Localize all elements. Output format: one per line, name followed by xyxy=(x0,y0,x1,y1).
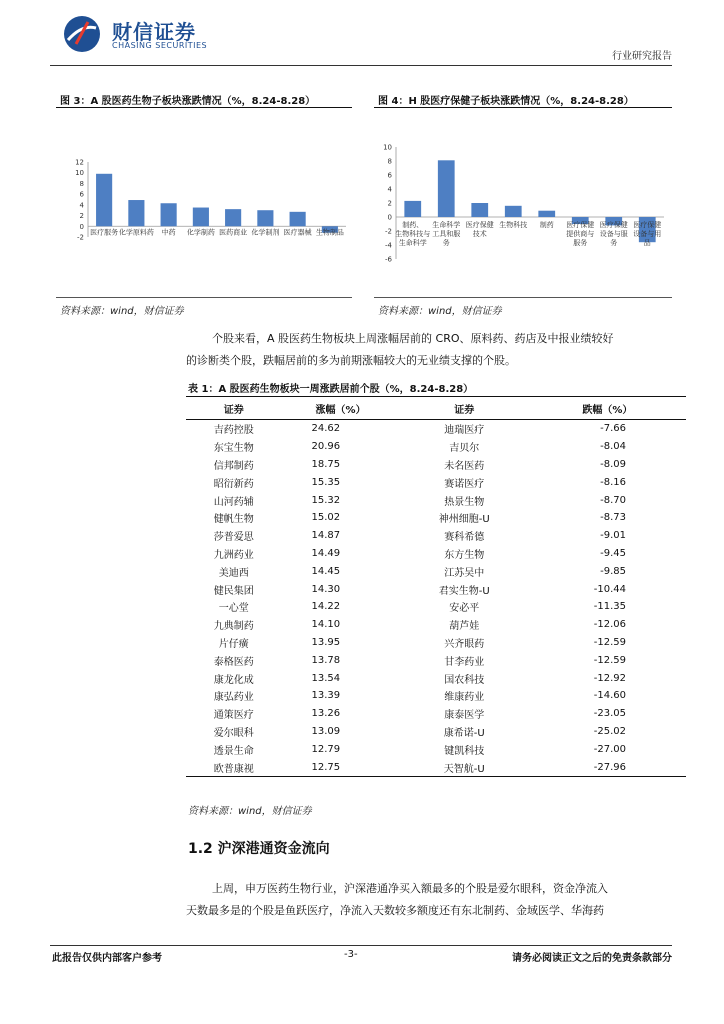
stock-gainer-name: 山河药辅 xyxy=(213,496,254,508)
y-tick-label: 6 xyxy=(387,171,392,180)
stock-loser-name: 江苏吴中 xyxy=(444,567,485,579)
figure3-bottom-rule xyxy=(56,297,352,298)
loss-pct: -9.45 xyxy=(600,547,626,559)
y-tick-label: 2 xyxy=(79,212,84,221)
bar xyxy=(538,211,555,217)
table-row xyxy=(186,509,686,527)
x-category-label: 生命科学工具和服务 xyxy=(432,221,461,247)
x-category-label: 医疗保健设备与服务 xyxy=(599,221,628,247)
stock-gainer-name: 一心堂 xyxy=(218,603,249,615)
x-category-label: 制药 xyxy=(539,221,554,229)
x-category-label: 生物科技 xyxy=(499,221,528,229)
gain-pct: 15.35 xyxy=(311,476,341,488)
table1-title: 表 1：A 股医药生物板块一周涨跌居前个股（%，8.24-8.28） xyxy=(188,384,474,395)
stock-loser-name: 热景生物 xyxy=(444,496,485,508)
x-category-label: 医疗保健提供商与服务 xyxy=(566,221,595,247)
table-row xyxy=(186,491,686,509)
stock-gainer-name: 泰格医药 xyxy=(213,656,254,668)
loss-pct: -12.06 xyxy=(593,619,626,631)
table-row xyxy=(186,651,686,669)
stock-loser-name: 兴齐眼药 xyxy=(444,638,485,650)
bar xyxy=(257,210,273,226)
col-header-stock-losers: 证券 xyxy=(400,397,529,420)
loss-pct: -14.60 xyxy=(593,690,626,702)
stock-loser-name: 赛诺医疗 xyxy=(444,478,485,490)
col-header-loss-pct: 跌幅（%） xyxy=(529,397,686,420)
loss-pct: -25.02 xyxy=(593,725,626,737)
stock-gainer-name: 美迪西 xyxy=(218,567,249,579)
stock-loser-name: 君实生物-U xyxy=(438,585,490,597)
gain-pct: 13.54 xyxy=(311,672,341,684)
figure4-title-rule xyxy=(374,107,672,108)
table-row xyxy=(186,740,686,758)
gain-pct: 15.02 xyxy=(311,512,341,524)
brand-name-en: CHASING SECURITIES xyxy=(112,41,208,50)
gain-pct: 14.22 xyxy=(311,601,341,613)
y-tick-label: 10 xyxy=(75,169,84,178)
stock-gainer-name: 吉药控股 xyxy=(213,425,254,437)
stock-loser-name: 维康药业 xyxy=(444,692,485,704)
stock-gainer-name: 信邦制药 xyxy=(213,460,254,472)
stock-loser-name: 国农科技 xyxy=(444,674,485,686)
table-row xyxy=(186,527,686,545)
bar xyxy=(225,209,241,226)
table-header-row xyxy=(186,397,686,420)
x-category-label: 医疗保健设备与用品 xyxy=(633,221,662,247)
loss-pct: -11.35 xyxy=(593,601,626,613)
gain-pct: 14.30 xyxy=(311,583,341,595)
stock-gainer-name: 片仔癀 xyxy=(218,638,249,650)
stock-gainer-name: 健民集团 xyxy=(213,585,254,597)
stock-movers-table xyxy=(186,396,686,777)
gain-pct: 20.96 xyxy=(311,441,341,453)
y-tick-label: -2 xyxy=(77,233,84,242)
loss-pct: -8.73 xyxy=(600,512,626,524)
bar xyxy=(193,208,209,227)
figure3-bar-chart xyxy=(56,150,356,250)
stock-loser-name: 吉贝尔 xyxy=(449,443,480,455)
paragraph1-line1: 个股来看，A 股医药生物板块上周涨幅居前的 CRO、原料药、药店及中报业绩较好 xyxy=(212,332,614,345)
x-category-label: 医疗保健技术 xyxy=(465,221,494,238)
y-tick-label: 2 xyxy=(387,199,392,208)
bar xyxy=(128,200,144,226)
stock-gainer-name: 昭衍新药 xyxy=(213,478,254,490)
y-tick-label: -6 xyxy=(385,255,392,264)
gain-pct: 18.75 xyxy=(311,458,341,470)
table-row xyxy=(186,723,686,741)
stock-loser-name: 康希诺-U xyxy=(443,727,485,739)
footer-divider xyxy=(50,945,672,946)
stock-loser-name: 迪瑞医疗 xyxy=(444,425,485,437)
stock-loser-name: 甘李药业 xyxy=(444,656,485,668)
table-row xyxy=(186,580,686,598)
gain-pct: 12.79 xyxy=(311,743,341,755)
header-divider xyxy=(50,65,672,66)
stock-gainer-name: 透景生命 xyxy=(213,745,254,757)
figure4-bottom-rule xyxy=(374,297,672,298)
gain-pct: 15.32 xyxy=(311,494,341,506)
table-row xyxy=(186,545,686,563)
loss-pct: -9.85 xyxy=(600,565,626,577)
y-tick-label: 0 xyxy=(387,213,392,222)
stock-loser-name: 东方生物 xyxy=(444,549,485,561)
x-category-label: 医药商业 xyxy=(219,228,248,237)
gain-pct: 13.39 xyxy=(311,690,341,702)
gain-pct: 13.78 xyxy=(311,654,341,666)
y-tick-label: 8 xyxy=(387,157,392,166)
gain-pct: 14.49 xyxy=(311,547,341,559)
stock-gainer-name: 欧普康视 xyxy=(186,758,281,776)
section-title: 1.2 沪深港通资金流向 xyxy=(188,841,330,857)
table-row xyxy=(186,616,686,634)
loss-pct: -12.59 xyxy=(593,636,626,648)
gain-pct: 14.87 xyxy=(311,530,341,542)
table-row xyxy=(186,562,686,580)
table-row xyxy=(186,758,686,776)
loss-pct: -8.70 xyxy=(600,494,626,506)
bar xyxy=(505,206,522,217)
table-row xyxy=(186,456,686,474)
stock-gainer-name: 东宝生物 xyxy=(213,443,254,455)
figure3-title: 图 3：A 股医药生物子板块涨跌情况（%，8.24-8.28） xyxy=(60,96,316,107)
loss-pct: -9.01 xyxy=(600,530,626,542)
gain-pct: 14.10 xyxy=(311,619,341,631)
x-category-label: 化学原料药 xyxy=(118,228,154,237)
col-header-gain-pct: 涨幅（%） xyxy=(281,397,399,420)
stock-loser-name: 未名医药 xyxy=(444,460,485,472)
company-logo-icon xyxy=(62,14,102,54)
stock-loser-name: 安必平 xyxy=(449,603,480,615)
stock-loser-name: 赛科希德 xyxy=(444,532,485,544)
stock-loser-name: 葫芦娃 xyxy=(449,621,480,633)
x-category-label: 化学制药 xyxy=(186,228,215,237)
y-tick-label: 4 xyxy=(79,201,84,210)
footer-disclaimer-left: 此报告仅供内部客户参考 xyxy=(52,953,162,964)
table-row xyxy=(186,598,686,616)
stock-loser-name: 康泰医学 xyxy=(444,710,485,722)
y-tick-label: -2 xyxy=(385,227,392,236)
x-category-label: 中药 xyxy=(161,228,176,237)
y-tick-label: 4 xyxy=(387,185,392,194)
y-tick-label: 0 xyxy=(79,222,84,231)
paragraph2-line2: 天数最多是的个股是鱼跃医疗，净流入天数较多额度还有东北制药、金域医学、华海药 xyxy=(186,904,604,917)
table-row xyxy=(186,420,686,438)
loss-pct: -8.16 xyxy=(600,476,626,488)
paragraph1-line2: 的诊断类个股，跌幅居前的多为前期涨幅较大的无业绩支撑的个股。 xyxy=(186,354,516,367)
stock-loser-name: 神州细胞-U xyxy=(438,514,490,526)
x-category-label: 制药、生物科技与生命科学 xyxy=(395,221,431,247)
stock-gainer-name: 莎普爱思 xyxy=(213,532,254,544)
stock-gainer-name: 九典制药 xyxy=(213,621,254,633)
table-row xyxy=(186,634,686,652)
table-row xyxy=(186,705,686,723)
gain-pct: 13.09 xyxy=(311,725,341,737)
bar xyxy=(96,174,112,226)
figure3-source: 资料来源：wind，财信证券 xyxy=(60,306,184,317)
figure4-source: 资料来源：wind，财信证券 xyxy=(378,306,502,317)
stock-gainer-name: 健帆生物 xyxy=(213,514,254,526)
loss-pct: -12.59 xyxy=(593,654,626,666)
gain-pct: 12.75 xyxy=(281,758,399,776)
figure3-title-rule xyxy=(56,107,352,108)
table1-source: 资料来源：wind，财信证券 xyxy=(188,806,312,817)
loss-pct: -23.05 xyxy=(593,708,626,720)
x-category-label: 医疗服务 xyxy=(90,228,119,237)
bar xyxy=(290,212,306,226)
stock-gainer-name: 九洲药业 xyxy=(213,549,254,561)
col-header-stock-gainers: 证券 xyxy=(186,397,281,420)
loss-pct: -10.44 xyxy=(593,583,626,595)
loss-pct: -27.96 xyxy=(529,758,686,776)
brand-name-cn: 财信证券 xyxy=(112,20,196,44)
x-category-label: 生物制品 xyxy=(315,228,344,237)
figure4-bar-chart xyxy=(374,140,674,270)
paragraph2-line1: 上周，申万医药生物行业，沪深港通净买入额最多的个股是爱尔眼科，资金净流入 xyxy=(212,882,608,895)
table-row xyxy=(186,473,686,491)
stock-gainer-name: 康龙化成 xyxy=(213,674,254,686)
table-row xyxy=(186,669,686,687)
loss-pct: -27.00 xyxy=(593,743,626,755)
y-tick-label: 6 xyxy=(79,190,84,199)
y-tick-label: 12 xyxy=(75,158,84,167)
loss-pct: -12.92 xyxy=(593,672,626,684)
y-tick-label: 8 xyxy=(79,179,84,188)
report-type: 行业研究报告 xyxy=(612,51,672,62)
bar xyxy=(404,201,421,217)
gain-pct: 13.95 xyxy=(311,636,341,648)
y-tick-label: -4 xyxy=(385,241,392,250)
bar xyxy=(471,203,488,217)
x-category-label: 化学制剂 xyxy=(251,228,280,237)
loss-pct: -7.66 xyxy=(600,423,626,435)
gain-pct: 24.62 xyxy=(311,423,341,435)
page-number: -3- xyxy=(344,949,358,960)
table-row xyxy=(186,687,686,705)
bar xyxy=(438,160,455,217)
y-tick-label: 10 xyxy=(383,143,392,152)
table-row xyxy=(186,438,686,456)
loss-pct: -8.04 xyxy=(600,441,626,453)
x-category-label: 医疗器械 xyxy=(283,228,312,237)
stock-gainer-name: 爱尔眼科 xyxy=(213,727,254,739)
stock-loser-name: 键凯科技 xyxy=(444,745,485,757)
figure4-title: 图 4：H 股医疗保健子板块涨跌情况（%，8.24-8.28） xyxy=(378,96,634,107)
gain-pct: 13.26 xyxy=(311,708,341,720)
stock-loser-name: 天智航-U xyxy=(400,758,529,776)
bar xyxy=(161,203,177,226)
loss-pct: -8.09 xyxy=(600,458,626,470)
stock-gainer-name: 通策医疗 xyxy=(213,710,254,722)
stock-gainer-name: 康弘药业 xyxy=(213,692,254,704)
footer-disclaimer-right: 请务必阅读正文之后的免责条款部分 xyxy=(512,953,672,964)
gain-pct: 14.45 xyxy=(311,565,341,577)
